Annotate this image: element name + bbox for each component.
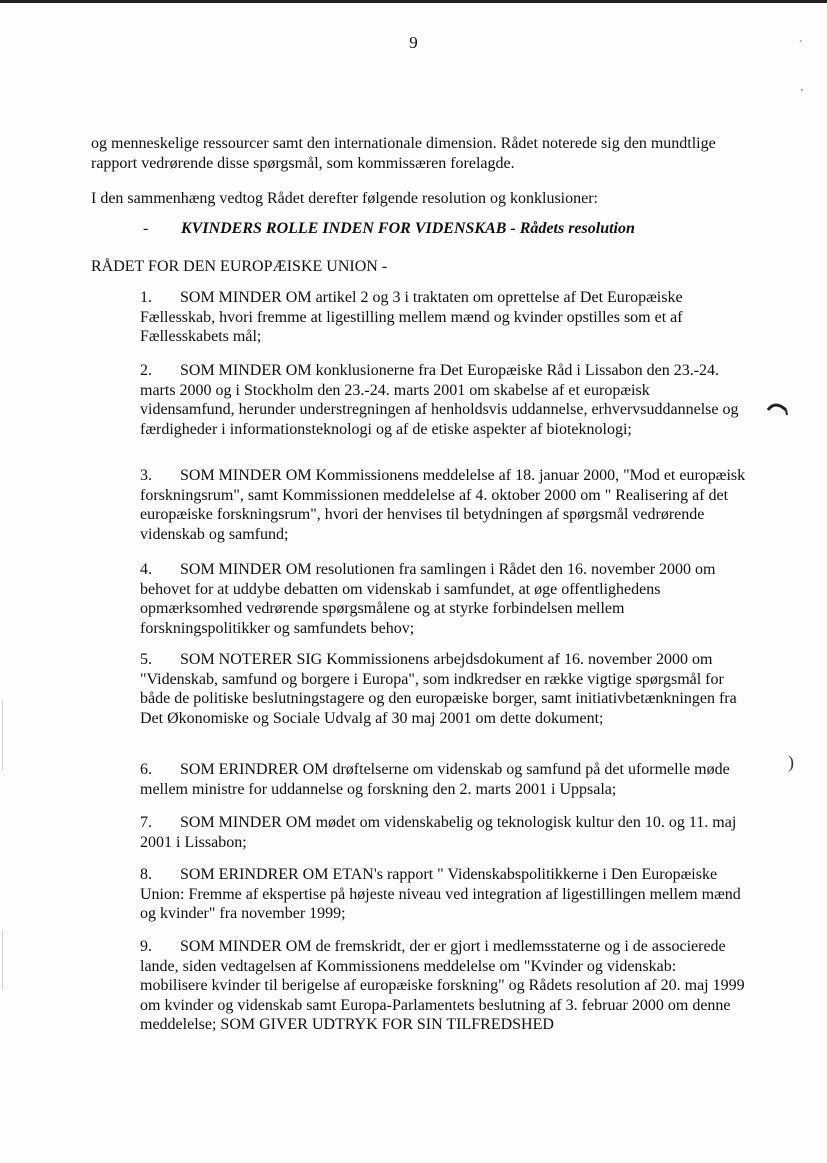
recital-number: 8. <box>140 866 152 883</box>
scan-top-border <box>0 0 827 3</box>
recital-item <box>140 865 746 924</box>
intro-paragraph: og menneskelige ressourcer samt den internationale dimension. Rådet noterede sig den mundtlige rapport vedrørende disse spørgsmål, som kommissæren forelagde. <box>91 135 716 172</box>
recital-text: SOM ERINDRER OM ETAN's rapport " Videnskabspolitikkerne i Den Europæiske Union: Fremme af ekspertise på højeste niveau ved integration af ligestillingen mellem mænd og kvinder" fra november 1999; <box>140 866 741 923</box>
recital-item <box>140 937 746 1035</box>
recital-item <box>140 466 746 544</box>
recital-number: 7. <box>140 814 152 831</box>
recital-number: 1. <box>140 289 152 306</box>
recital-number: 9. <box>140 938 152 955</box>
scan-paren-mark: ) <box>788 752 794 772</box>
recital-number: 5. <box>140 651 152 668</box>
recital-text: SOM MINDER OM de fremskridt, der er gjort i medlemsstaterne og i de associerede lande, siden vedtagelsen af Kommissionens meddelelse om "Kvinder og videnskab: mobilisere kvinder til berigelse af europæiske forskning" og Rådets resolution af 20. maj 1999 om kvinder og videnskab samt Europa-Parlamentets beslutning af 3. februar 2000 om denne meddelelse; SOM GIVER UDTRYK FOR SIN TILFREDSHED <box>140 938 745 1034</box>
recital-text: SOM MINDER OM konklusionerne fra Det Europæiske Råd i Lissabon den 23.-24. marts 2000 og i Stockholm den 23.-24. marts 2001 om skabelse af et europæisk vidensamfund, herunder understregningen af henholdsvis uddannelse, erhvervsuddannelse og færdigheder i informationsteknologi og af de etiske aspekter af bioteknologi; <box>140 362 739 438</box>
section-heading <box>143 220 635 238</box>
recital-text: SOM ERINDRER OM drøftelserne om videnskab og samfund på det uformelle møde mellem ministre for uddannelse og forskning den 2. marts 2001 i Uppsala; <box>140 761 730 798</box>
scan-arc-mark <box>766 398 790 422</box>
intro-resolution-sentence: I den sammenhæng vedtog Rådet derefter følgende resolution og konklusioner: <box>91 190 598 207</box>
scan-mark: ` <box>799 40 803 51</box>
recital-text: SOM MINDER OM resolutionen fra samlingen i Rådet den 16. november 2000 om behovet for at uddybe debatten om videnskab i samfundet, at øge offentlighedens opmærksomhed vedrørende spørgsmålene og at styrke forbindelsen mellem forskningspolitikker og samfundets behov; <box>140 561 716 637</box>
council-heading: RÅDET FOR DEN EUROPÆISKE UNION - <box>91 258 388 275</box>
page-number: 9 <box>409 33 418 52</box>
scan-mark: ' <box>801 88 803 99</box>
recital-item <box>140 361 746 439</box>
recital-number: 2. <box>140 362 152 379</box>
recital-item <box>140 813 746 852</box>
recital-number: 6. <box>140 761 152 778</box>
recital-number: 3. <box>140 467 152 484</box>
section-dash: - <box>143 220 149 237</box>
recital-text: SOM MINDER OM mødet om videnskabelig og teknologisk kultur den 10. og 11. maj 2001 i Lissabon; <box>140 814 737 851</box>
recital-text: SOM MINDER OM Kommissionens meddelelse af 18. januar 2000, "Mod et europæisk forskningsrum", samt Kommissionen meddelelse af 4. oktober 2000 om " Realisering af det europæiske forskningsrum", hvori der henvises til betydningen af spørgsmål vedrørende videnskab og samfund; <box>140 467 746 543</box>
recital-item <box>140 560 746 638</box>
scan-edge-line <box>2 930 3 990</box>
recital-item <box>140 288 746 347</box>
recital-item <box>140 650 746 728</box>
section-title-text: KVINDERS ROLLE INDEN FOR VIDENSKAB - Rådets resolution <box>181 220 635 237</box>
recital-item <box>140 760 746 799</box>
recital-text: SOM NOTERER SIG Kommissionens arbejdsdokument af 16. november 2000 om "Videnskab, samfund og borgere i Europa", som indkredser en række vigtige spørgsmål for både de politiske beslutningstagere og den europæiske borger, samt initiativbetænkningen fra Det Økonomiske og Sociale Udvalg af 30 maj 2001 om dette dokument; <box>140 651 737 727</box>
recital-number: 4. <box>140 561 152 578</box>
scan-edge-line <box>2 700 3 770</box>
recital-text: SOM MINDER OM artikel 2 og 3 i traktaten om oprettelse af Det Europæiske Fællesskab, hvori fremme at ligestilling mellem mænd og kvinder opstilles som et af Fællesskabets mål; <box>140 289 683 346</box>
